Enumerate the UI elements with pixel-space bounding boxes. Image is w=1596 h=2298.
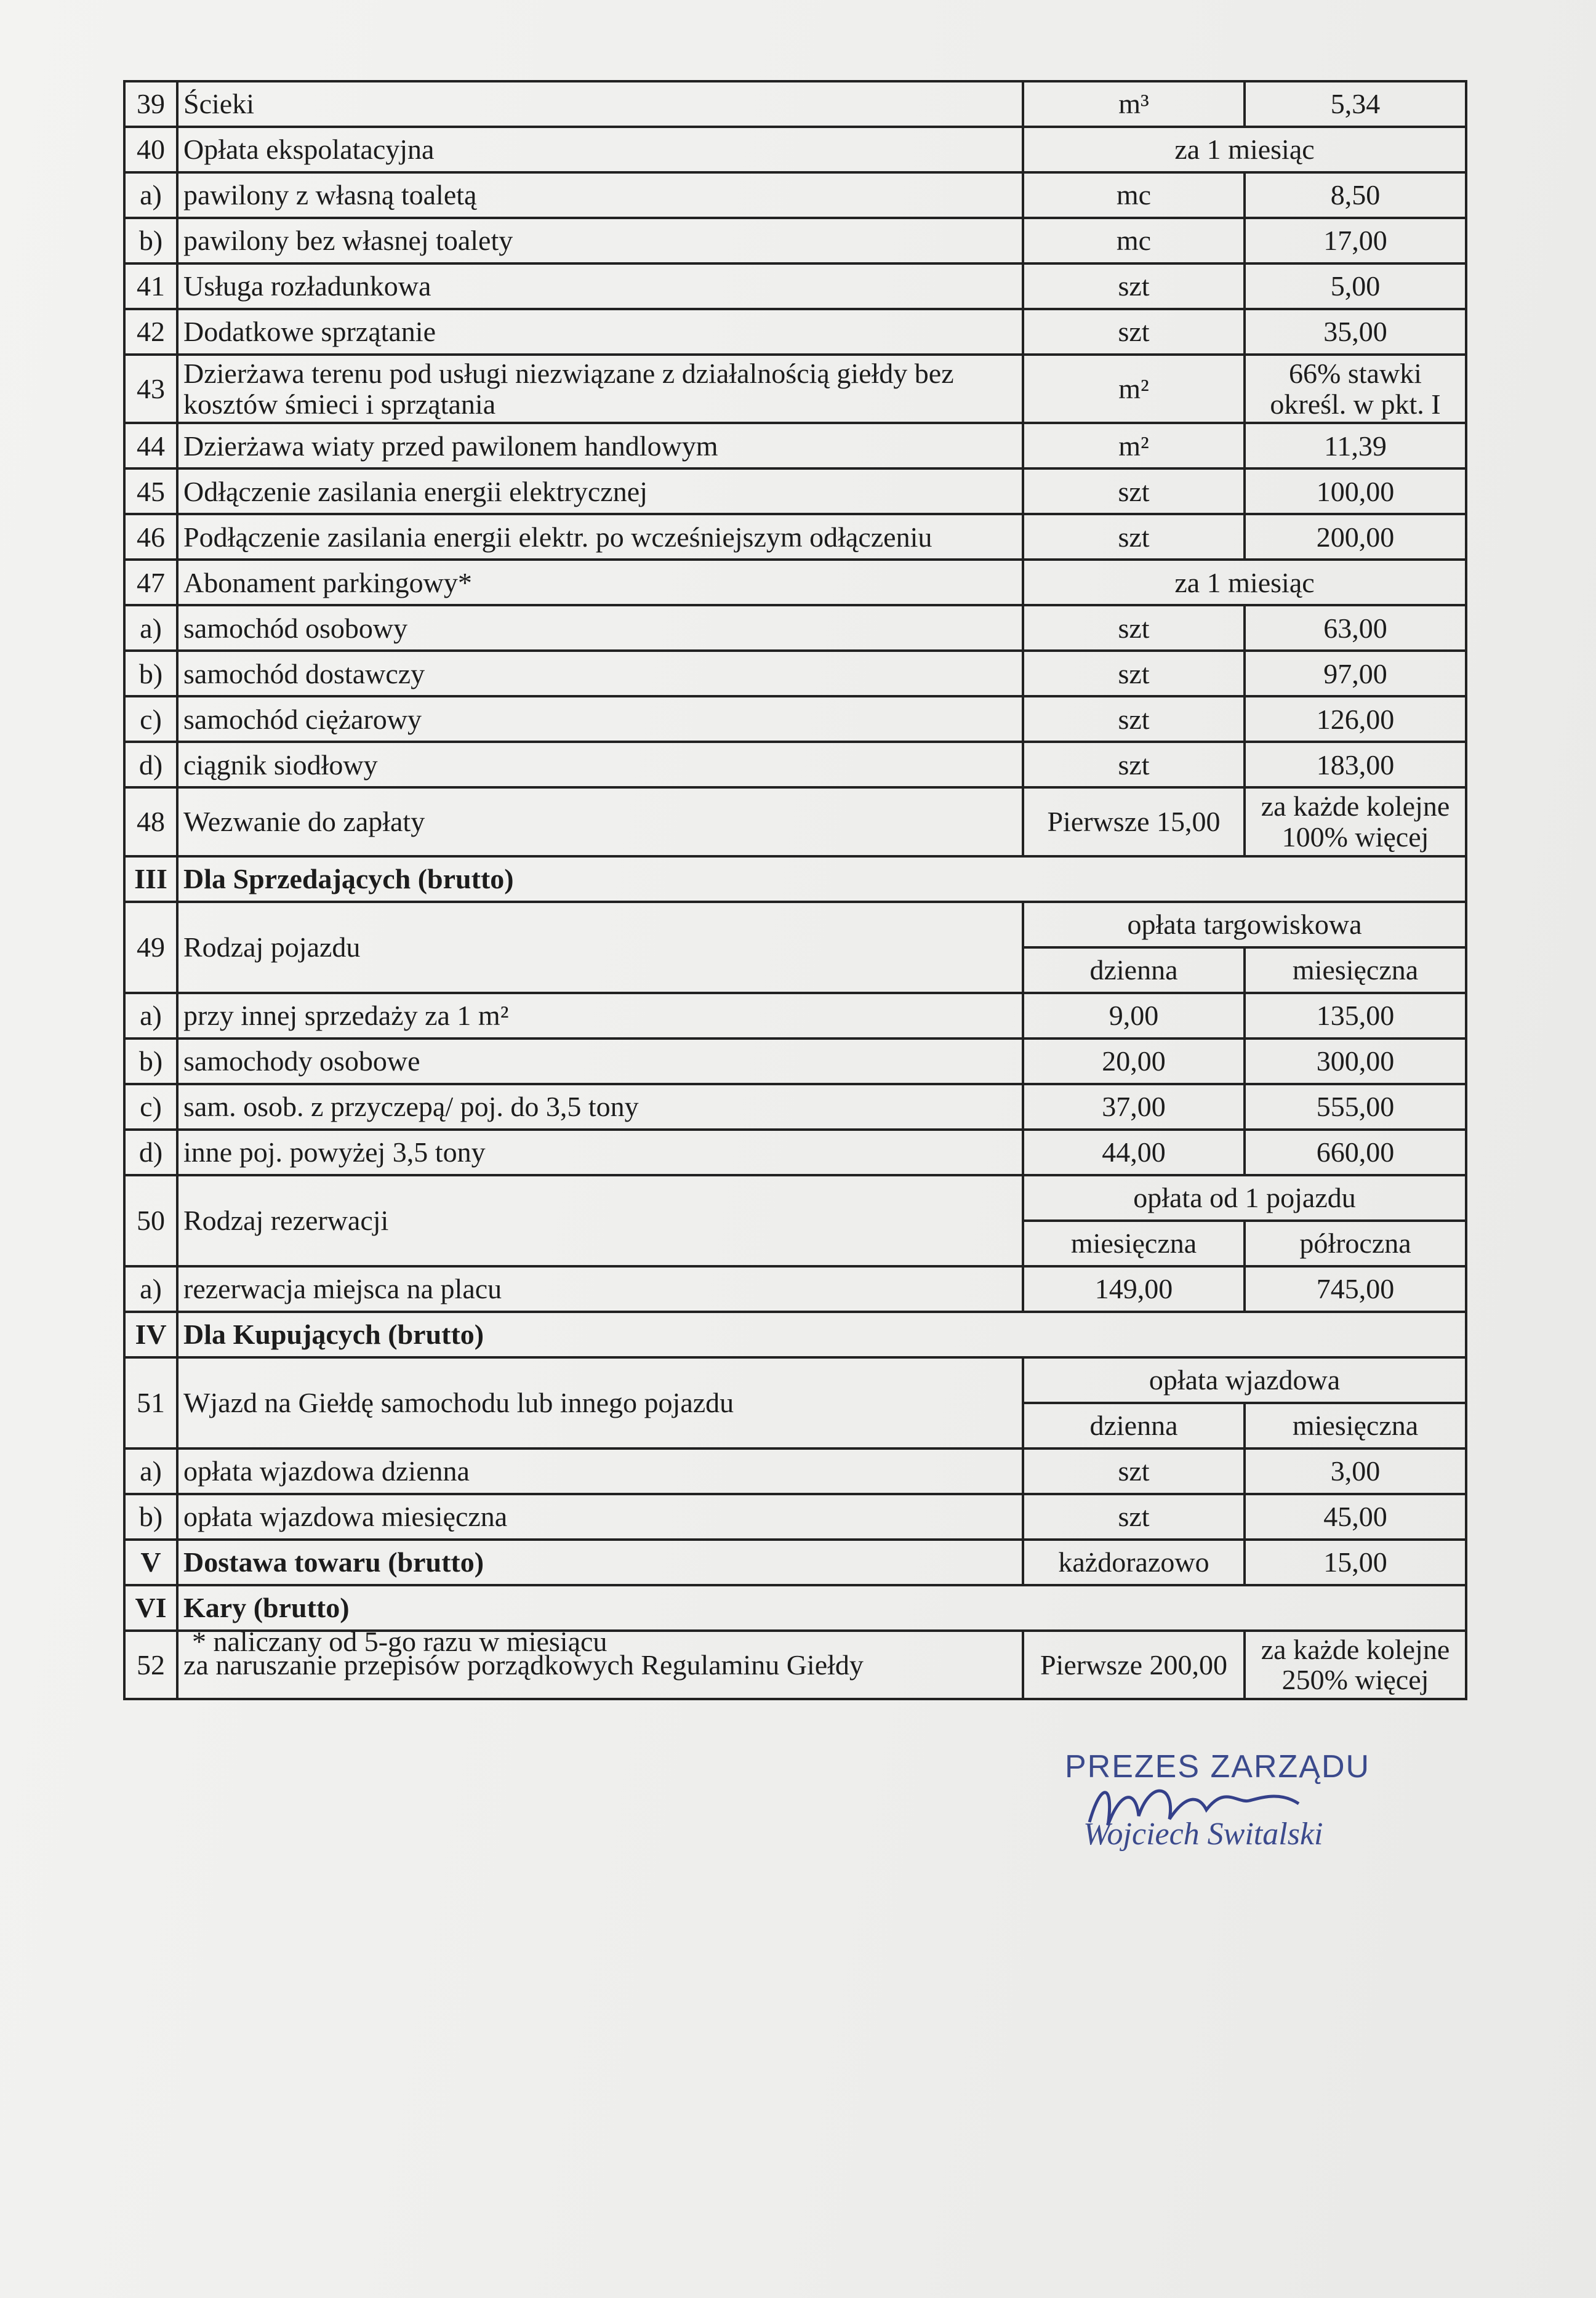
subheader: miesięczna <box>1245 947 1466 993</box>
row-number: IV <box>124 1312 177 1357</box>
table-row <box>124 1448 1466 1494</box>
row-description: Dodatkowe sprzątanie <box>177 309 1023 355</box>
row-description: Abonament parkingowy* <box>177 560 1023 605</box>
unit-cell: mc <box>1023 172 1245 218</box>
row-description: przy innej sprzedaży za 1 m² <box>177 993 1023 1039</box>
table-row <box>124 355 1466 423</box>
row-number: b) <box>124 1494 177 1540</box>
value-cell: 5,00 <box>1245 263 1466 309</box>
row-number: a) <box>124 1266 177 1312</box>
row-description: za naruszanie przepisów porządkowych Regulaminu Giełdy <box>177 1631 1023 1699</box>
row-number: a) <box>124 172 177 218</box>
table-row <box>124 787 1466 856</box>
value-cell: 11,39 <box>1245 423 1466 468</box>
value-cell: 35,00 <box>1245 309 1466 355</box>
table-row <box>124 514 1466 560</box>
row-number: c) <box>124 696 177 742</box>
row-description: opłata wjazdowa dzienna <box>177 1448 1023 1494</box>
unit-cell: szt <box>1023 742 1245 787</box>
unit-cell: szt <box>1023 263 1245 309</box>
unit-cell: szt <box>1023 468 1245 514</box>
table-row <box>124 605 1466 651</box>
stamp-name: Wojciech Switalski <box>1083 1817 1323 1852</box>
value-cell: za każde kolejne 100% więcej <box>1245 787 1466 856</box>
row-description: pawilony z własną toaletą <box>177 172 1023 218</box>
unit-cell: m³ <box>1023 81 1245 127</box>
row-number: III <box>124 856 177 902</box>
unit-cell: 9,00 <box>1023 993 1245 1039</box>
unit-cell: szt <box>1023 605 1245 651</box>
table-row <box>124 468 1466 514</box>
value-cell: za każde kolejne 250% więcej <box>1245 1631 1466 1699</box>
row-number: 51 <box>124 1357 177 1448</box>
row-number: a) <box>124 993 177 1039</box>
row-number: c) <box>124 1084 177 1130</box>
fee-table-container <box>123 80 1465 1700</box>
row-number: VI <box>124 1585 177 1631</box>
row-description: samochód ciężarowy <box>177 696 1023 742</box>
row-number: b) <box>124 218 177 263</box>
row-description: Opłata ekspolatacyjna <box>177 127 1023 172</box>
value-cell: 135,00 <box>1245 993 1466 1039</box>
row-number: 39 <box>124 81 177 127</box>
section-title: Kary (brutto) <box>177 1585 1466 1631</box>
row-description: Usługa rozładunkowa <box>177 263 1023 309</box>
row-description: Odłączenie zasilania energii elektrycznej <box>177 468 1023 514</box>
value-cell: 555,00 <box>1245 1084 1466 1130</box>
value-cell: 183,00 <box>1245 742 1466 787</box>
row-description: pawilony bez własnej toalety <box>177 218 1023 263</box>
row-number: b) <box>124 1039 177 1084</box>
table-row <box>124 309 1466 355</box>
subheader: miesięczna <box>1245 1403 1466 1448</box>
table-row <box>124 1494 1466 1540</box>
unit-cell: 37,00 <box>1023 1084 1245 1130</box>
fee-table <box>123 80 1467 1700</box>
value-cell: 17,00 <box>1245 218 1466 263</box>
row-number: b) <box>124 651 177 696</box>
subheader: miesięczna <box>1023 1221 1245 1266</box>
section-row <box>124 1585 1466 1631</box>
value-cell: 126,00 <box>1245 696 1466 742</box>
row-description: Rodzaj pojazdu <box>177 902 1023 993</box>
group-header: opłata targowiskowa <box>1023 902 1466 947</box>
row-description: rezerwacja miejsca na placu <box>177 1266 1023 1312</box>
row-description: Wezwanie do zapłaty <box>177 787 1023 856</box>
table-row <box>124 1039 1466 1084</box>
signature-stamp <box>1065 1748 1410 1871</box>
row-number: 40 <box>124 127 177 172</box>
value-cell: 63,00 <box>1245 605 1466 651</box>
row-description: samochody osobowe <box>177 1039 1023 1084</box>
value-cell: 66% stawki określ. w pkt. I <box>1245 355 1466 423</box>
row-description: sam. osob. z przyczepą/ poj. do 3,5 tony <box>177 1084 1023 1130</box>
unit-cell: 44,00 <box>1023 1130 1245 1175</box>
row-description: samochód osobowy <box>177 605 1023 651</box>
row-number: 50 <box>124 1175 177 1266</box>
row-description: Wjazd na Giełdę samochodu lub innego pojazdu <box>177 1357 1023 1448</box>
row-number: 44 <box>124 423 177 468</box>
unit-cell: m² <box>1023 423 1245 468</box>
table-row <box>124 1357 1466 1403</box>
row-number: a) <box>124 605 177 651</box>
value-cell: 8,50 <box>1245 172 1466 218</box>
unit-cell: szt <box>1023 1448 1245 1494</box>
unit-cell: 149,00 <box>1023 1266 1245 1312</box>
value-cell: 200,00 <box>1245 514 1466 560</box>
table-row <box>124 218 1466 263</box>
row-number: 46 <box>124 514 177 560</box>
row-description: opłata wjazdowa miesięczna <box>177 1494 1023 1540</box>
row-number: d) <box>124 742 177 787</box>
row-description: ciągnik siodłowy <box>177 742 1023 787</box>
table-row <box>124 651 1466 696</box>
row-description: Podłączenie zasilania energii elektr. po wcześniejszym odłączeniu <box>177 514 1023 560</box>
row-description: Rodzaj rezerwacji <box>177 1175 1023 1266</box>
row-description: inne poj. powyżej 3,5 tony <box>177 1130 1023 1175</box>
unit-cell: szt <box>1023 309 1245 355</box>
value-cell: 745,00 <box>1245 1266 1466 1312</box>
table-row <box>124 263 1466 309</box>
row-number: 42 <box>124 309 177 355</box>
unit-cell: mc <box>1023 218 1245 263</box>
unit-cell: każdorazowo <box>1023 1540 1245 1585</box>
table-row <box>124 423 1466 468</box>
table-row <box>124 81 1466 127</box>
row-number: V <box>124 1540 177 1585</box>
table-row <box>124 1540 1466 1585</box>
value-cell: 3,00 <box>1245 1448 1466 1494</box>
row-description: Ścieki <box>177 81 1023 127</box>
row-description: Dzierżawa terenu pod usługi niezwiązane z działalnością giełdy bez kosztów śmieci i sprzątania <box>177 355 1023 423</box>
footnote: * naliczany od 5-go razu w miesiącu <box>192 1626 608 1657</box>
period-label: za 1 miesiąc <box>1023 127 1466 172</box>
row-number: 48 <box>124 787 177 856</box>
table-row <box>124 1084 1466 1130</box>
table-row <box>124 1175 1466 1221</box>
row-description: Dzierżawa wiaty przed pawilonem handlowym <box>177 423 1023 468</box>
value-cell: 660,00 <box>1245 1130 1466 1175</box>
table-row <box>124 560 1466 605</box>
table-row <box>124 742 1466 787</box>
section-row <box>124 856 1466 902</box>
row-number: 47 <box>124 560 177 605</box>
section-title: Dla Sprzedających (brutto) <box>177 856 1466 902</box>
table-row <box>124 993 1466 1039</box>
row-number: 49 <box>124 902 177 993</box>
value-cell: 15,00 <box>1245 1540 1466 1585</box>
period-label: za 1 miesiąc <box>1023 560 1466 605</box>
unit-cell: szt <box>1023 651 1245 696</box>
section-row <box>124 1312 1466 1357</box>
table-row <box>124 172 1466 218</box>
value-cell: 300,00 <box>1245 1039 1466 1084</box>
group-header: opłata wjazdowa <box>1023 1357 1466 1403</box>
value-cell: 5,34 <box>1245 81 1466 127</box>
unit-cell: m² <box>1023 355 1245 423</box>
row-number: 43 <box>124 355 177 423</box>
value-cell: 100,00 <box>1245 468 1466 514</box>
unit-cell: Pierwsze 200,00 <box>1023 1631 1245 1699</box>
unit-cell: szt <box>1023 696 1245 742</box>
group-header: opłata od 1 pojazdu <box>1023 1175 1466 1221</box>
subheader: dzienna <box>1023 947 1245 993</box>
table-row <box>124 902 1466 947</box>
unit-cell: Pierwsze 15,00 <box>1023 787 1245 856</box>
unit-cell: szt <box>1023 514 1245 560</box>
subheader: półroczna <box>1245 1221 1466 1266</box>
stamp-title: PREZES ZARZĄDU <box>1065 1749 1371 1785</box>
row-description: Dostawa towaru (brutto) <box>177 1540 1023 1585</box>
row-description: samochód dostawczy <box>177 651 1023 696</box>
row-number: a) <box>124 1448 177 1494</box>
subheader: dzienna <box>1023 1403 1245 1448</box>
table-row <box>124 1266 1466 1312</box>
table-row <box>124 696 1466 742</box>
unit-cell: szt <box>1023 1494 1245 1540</box>
value-cell: 45,00 <box>1245 1494 1466 1540</box>
row-number: 41 <box>124 263 177 309</box>
table-row <box>124 127 1466 172</box>
unit-cell: 20,00 <box>1023 1039 1245 1084</box>
row-number: d) <box>124 1130 177 1175</box>
row-number: 52 <box>124 1631 177 1699</box>
table-row <box>124 1130 1466 1175</box>
value-cell: 97,00 <box>1245 651 1466 696</box>
row-number: 45 <box>124 468 177 514</box>
section-title: Dla Kupujących (brutto) <box>177 1312 1466 1357</box>
